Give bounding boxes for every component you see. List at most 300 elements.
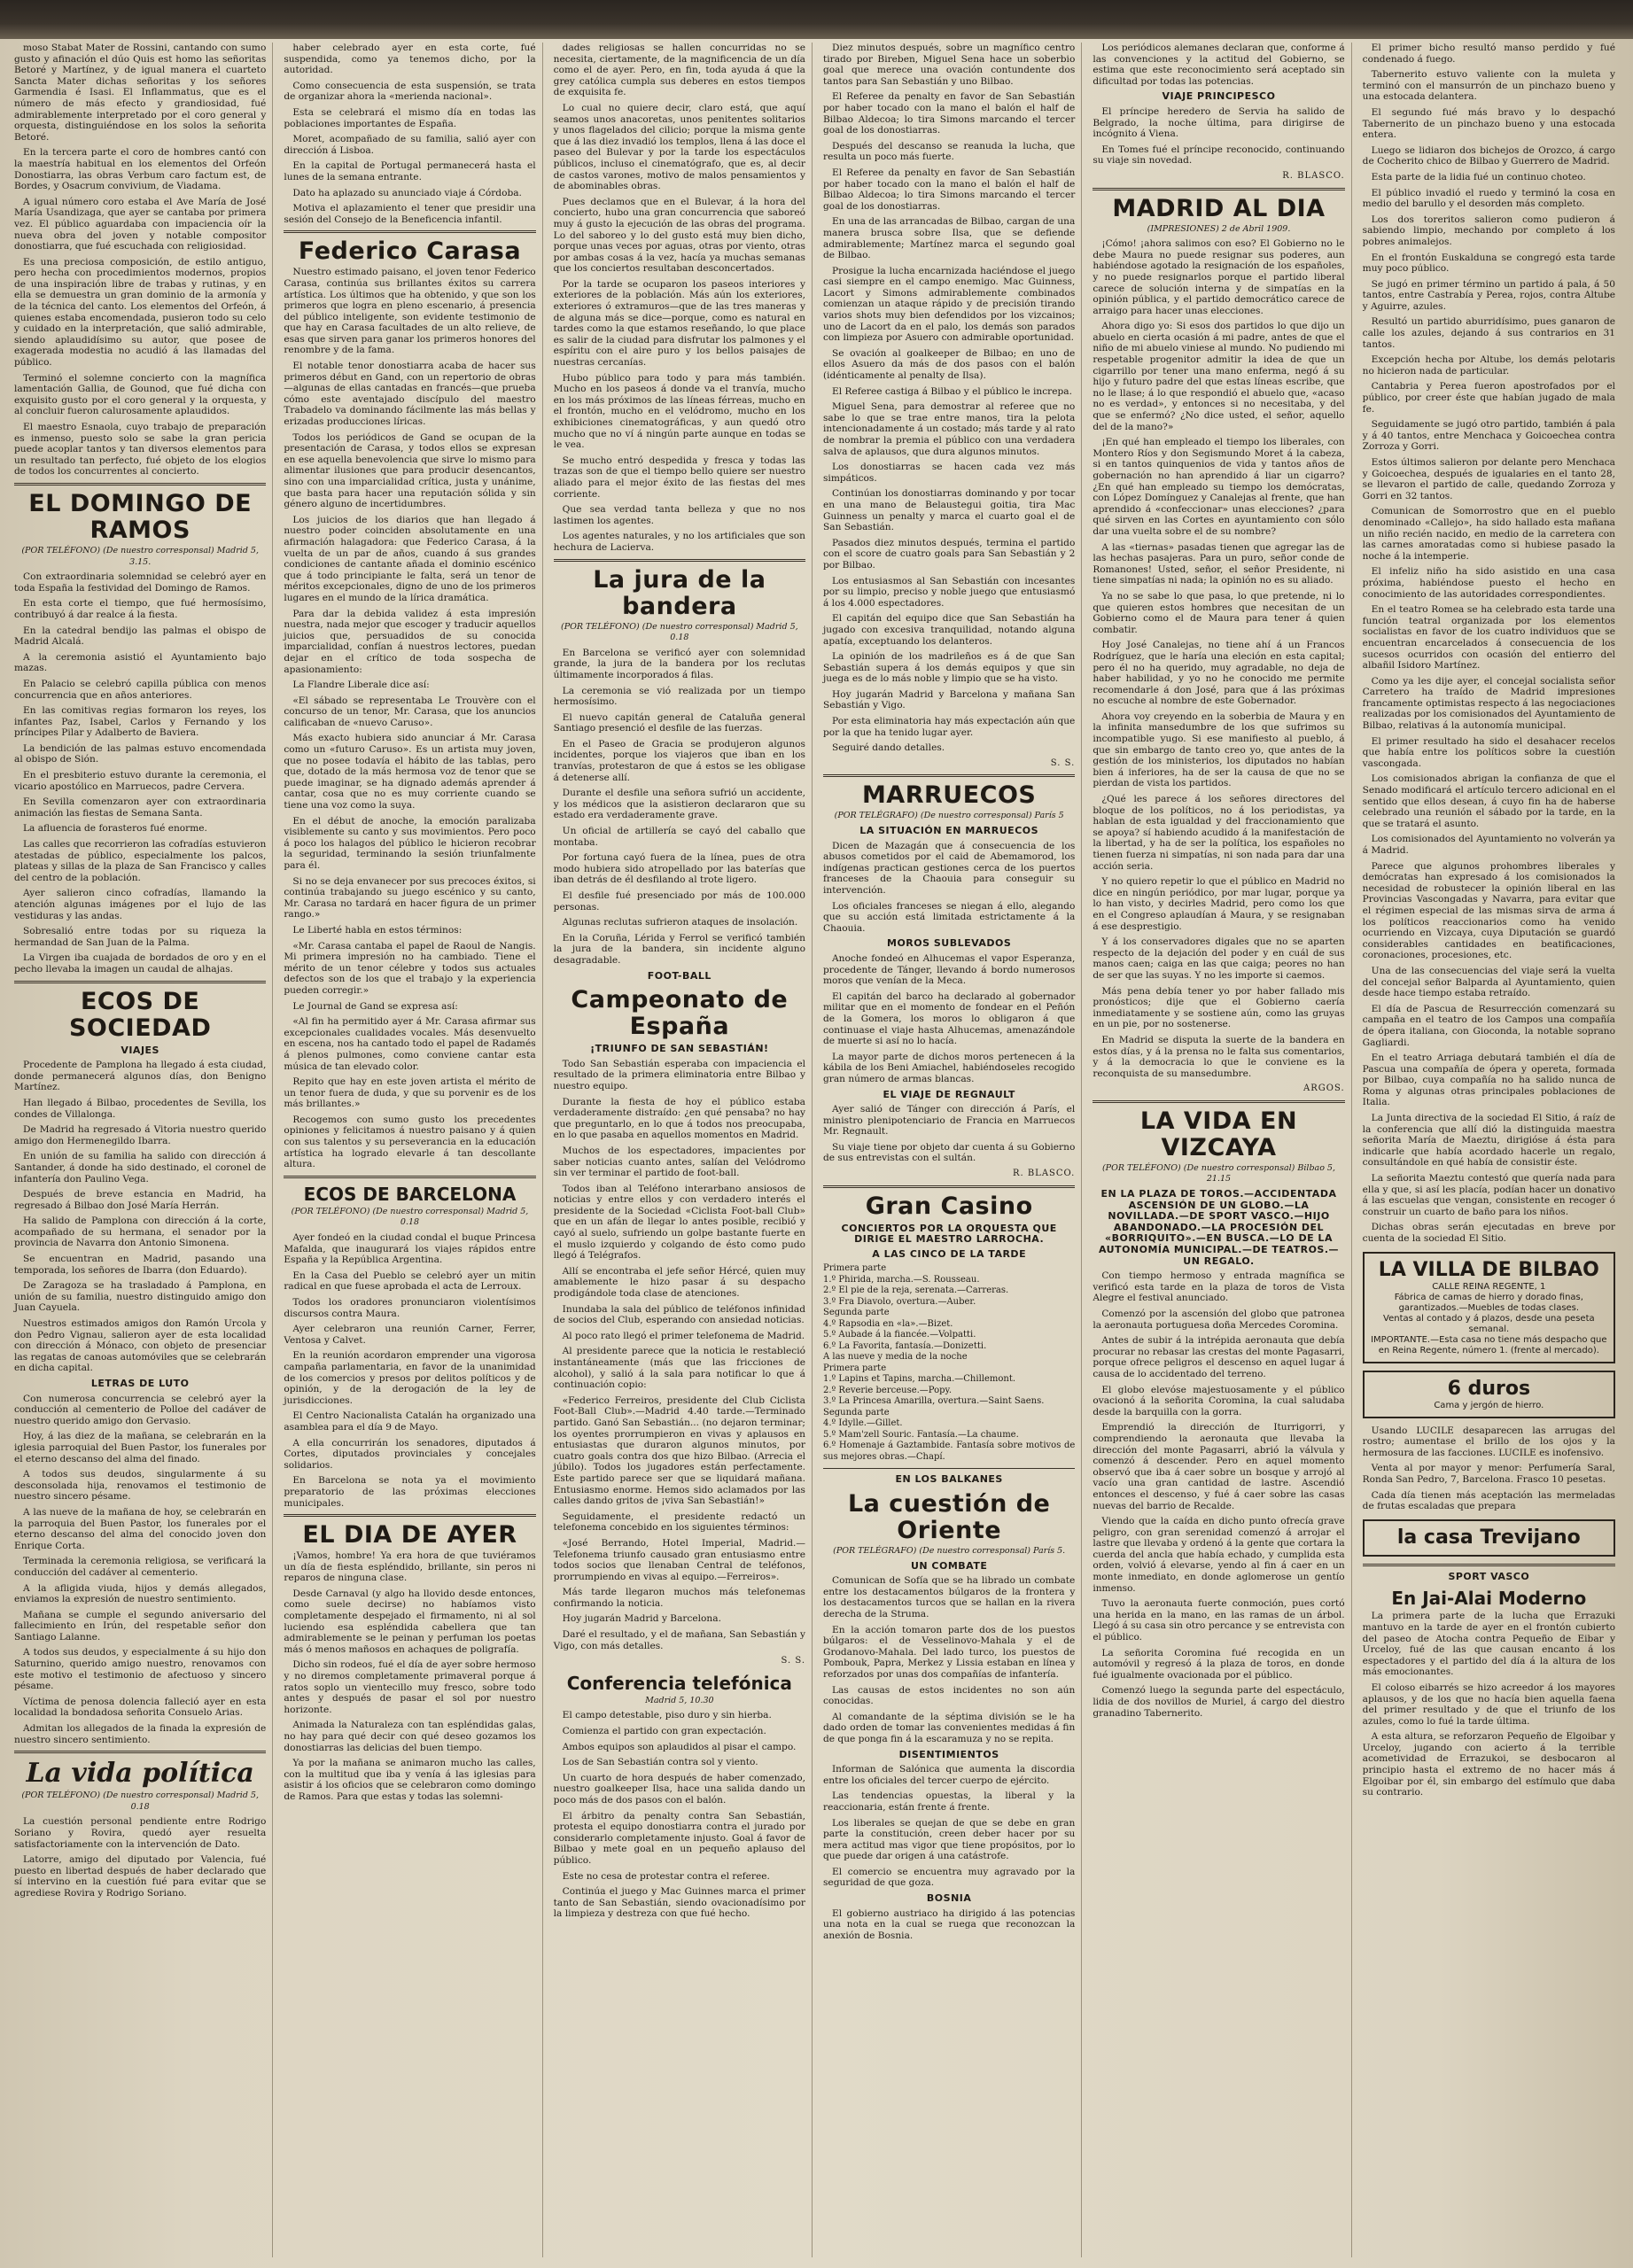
article-paragraph: Una de las consecuencias del viaje será la vuelta del concejal señor Balparda al Ayuntamiento, quien desde hace tiempo estaba retraído.: [1362, 965, 1615, 999]
article-paragraph: Ahora digo yo: Si esos dos partidos lo que dijo un abuelo en cierta ocasión á mi padre, antes de que el niño de mi abuelo viniese al mundo. No pudiendo mi respetable progenitor admitir la idea de que un cigarrillo por tener una mano enferma, negó á su hijo y futuro padre del que estas líneas escribe, que no le llase; á lo que respondió el abuelo que, «acaso no es verdad», y entonces si no necesitaba, y del que se enfermó? ¿No dice usted, el señor, aquello del de la mano?»: [1093, 321, 1345, 432]
article-paragraph: A todos sus deudos, singularmente á su desconsolada hija, renovamos el testimonio de nuestro sincero pésame.: [14, 1469, 267, 1503]
article-paragraph: Todos los periódicos de Gand se ocupan de la presentación de Carasa, y todos ellos se expresan en ese aquella benevolencia que sirve lo mismo para alimentar ilusiones que para producir desencantos, sino con una imparcialidad crítica, justa y unánime, que basta para hacer una reputación sólida y sin género alguno de incertidumbres.: [284, 431, 536, 510]
article-paragraph: Motiva el aplazamiento el tener que presidir una sesión del Consejo de la Beneficencia infantil.: [284, 203, 536, 225]
article-paragraph: ¡Cómo! ¡ahora salimos con eso? El Gobierno no le debe Maura no puede resignar sus poderes, aun habiéndose agotado la resignación de los españoles, y no puede resignarlos porque el partido liberal carece de solución interna y de simpatías en la opinión pública, y el partido democrático carece de arraigo para hacer unas elecciones.: [1093, 238, 1345, 316]
article-paragraph: Con tiempo hermoso y entrada magnífica se verificó esta tarde en la plaza de toros de Vista Alegre el festival anunciado.: [1093, 1270, 1345, 1304]
article-paragraph: Cada día tienen más aceptación las mermeladas de frutas escaladas que prepara: [1362, 1489, 1615, 1512]
sub-heading: LA SITUACIÓN EN MARRUECOS: [859, 825, 1039, 837]
article-paragraph: El globo elevóse majestuosamente y el público ovacionó á la señorita Coromina, la cual saludaba desde la barquilla con la gorra.: [1093, 1384, 1345, 1418]
section-headline: MARRUECOS: [861, 781, 1037, 810]
article-paragraph: Comenzó luego la segunda parte del espectáculo, lidia de dos novillos de Muriel, á cargo del diestro granadino Tabernerito.: [1093, 1685, 1345, 1719]
article-paragraph: Anoche fondeó en Alhucemas el vapor Esperanza, procedente de Tánger, llevando á bordo numerosos moros que venían de la Meca.: [823, 952, 1076, 987]
article-paragraph: Ha salido de Pamplona con dirección á la corte, acompañado de su hermana, el senador por la provincia de Navarra don Antonio Simonena.: [14, 1216, 267, 1249]
article-paragraph: A todos sus deudos, y especialmente á su hijo don Saturnino, querido amigo nuestro, renovamos con este motivo el testimonio de afectuoso y sincero pésame.: [14, 1647, 267, 1692]
article-paragraph: A ella concurrirán los senadores, diputados á Cortes, diputados provinciales y concejales solidarios.: [284, 1437, 536, 1471]
article-paragraph: Los de San Sebastián contra sol y viento.: [562, 1757, 758, 1768]
article-paragraph: Hoy José Canalejas, no tiene ahí á un Francos Rodríguez, que le haría una eleción en esta capital; pero él no ha querido, muy agradable, no deja de haber habilidad, y yo no he conocido me permite recomendarle á don José, para que á las próximas no escuche al nombre de este Gobernador.: [1093, 640, 1345, 707]
article-paragraph: En la capital de Portugal permanecerá hasta el lunes de la semana entrante.: [284, 160, 536, 183]
article-paragraph: En Barcelona se nota ya el movimiento preparatorio de las próximas elecciones municipales.: [284, 1475, 536, 1509]
advertisement-line: Fábrica de camas de hierro y dorado finas, garantizados.—Muebles de todas clases.: [1394, 1292, 1583, 1313]
article-paragraph: La mayor parte de dichos moros pertenecen á la kábila de los Beni Amiachel, habiéndoseles recogido gran número de armas blancas.: [823, 1051, 1076, 1084]
dateline: (POR TELÉFONO) (De nuestro corresponsal) Madrid 5, 0.18: [561, 621, 798, 643]
article-paragraph: Las causas de estos incidentes no son aún conocidas.: [823, 1684, 1076, 1707]
advertisement-line: IMPORTANTE.—Esta casa no tiene más despacho que en Reina Regente, número 1. (frente al mercado).: [1371, 1334, 1607, 1355]
column-grid: [11, 43, 1621, 2257]
article-paragraph: Los oficiales franceses se niegan á ello, alegando que su acción está limitada estrictamente á la Chaouia.: [823, 900, 1076, 934]
sub-heading: VIAJE PRINCIPESCO: [1162, 90, 1276, 103]
article-paragraph: El Centro Nacionalista Catalán ha organizado una asamblea para el día 9 de Mayo.: [284, 1410, 536, 1433]
author-signature: R. BLASCO.: [1012, 1169, 1076, 1179]
section-headline: LA VIDA EN VIZCAYA: [1139, 1107, 1298, 1161]
program-line: Primera parte: [823, 1363, 887, 1373]
article-paragraph: Los agentes naturales, y no los artificiales que son hechura de Lacierva.: [553, 531, 805, 553]
author-signature: R. BLASCO.: [1282, 170, 1345, 181]
program-line: 6.º La Favorita, fantasía.—Donizetti.: [823, 1340, 987, 1351]
dateline: (POR TELÉFONO) (De nuestro corresponsal) Bilbao 5, 21.15: [1101, 1162, 1335, 1184]
article-paragraph: Ayer fondeó en la ciudad condal el buque Princesa Mafalda, que inaugurará los viajes rápidos entre España y la República Argentina.: [284, 1232, 536, 1266]
article-paragraph: Por la tarde se ocuparon los paseos interiores y exteriores de la población. Más aún los exteriores, exteriores ó extramuros—que de las tres maneras y de alguna más se dice—porque, como es natural en tardes como la que estamos reseñando, lo que place es salir de la ciudad para disfrutar los palmones y el espíritu con el aire puro y los bellos paisajes de nuestras cercanías.: [553, 278, 805, 369]
article-paragraph: A esta altura, se reforzaron Pequeño de Elgoibar y Urceloy, jugando con acierto á la terrible acometividad de Errazukoi, se desbocaron al principio hasta el extremo de no hacer más á Elgoibar por él, sin embargo del estímulo que daba su contrario.: [1362, 1731, 1615, 1798]
article-paragraph: Todos iban al Teléfono interarbano ansiosos de noticias y entre ellos y con verdadero interés el presidente de la Sociedad «Ciclista Foot-ball Club» que en un afán de llegar lo antes posible, recibió y cayó al suelo, sufriendo un golpe bastante fuerte en el muslo izquierdo y colgando de ésto como pudo llegó á Telégrafos.: [553, 1183, 805, 1262]
article-paragraph: En esta corte el tiempo, que fué hermosísimo, contribuyó á dar realce á la fiesta.: [14, 598, 267, 620]
article-paragraph: Usando LUCILE desaparecen las arrugas del rostro; aumentase el brillo de los ojos y la hermosura de las facciones. LUCILE es inofensivo.: [1362, 1425, 1615, 1458]
article-paragraph: En el frontón Euskalduna se congregó esta tarde muy poco público.: [1362, 252, 1615, 275]
sub-heading: UN COMBATE: [910, 1559, 988, 1572]
sub-heading: A LAS CINCO DE LA TARDE: [872, 1247, 1027, 1260]
article-paragraph: La Junta directiva de la sociedad El Sitio, á raíz de la conferencia que allí dió la distinguida maestra señorita María de Maeztu, dirigióse á ésta para indicarle que había acordado hacerle un regalo, consultándole en qué había de consistir éste.: [1362, 1113, 1615, 1169]
article-paragraph: Los comisionados abrigan la confianza de que el Senado modificará el artículo tercero adicional en el sentido que ellos desean, á cuyo fin ha de haberse celebrado una reunión el sábado por la tarde, en la que se tratará el asunto.: [1362, 773, 1615, 829]
divider-rule: [14, 483, 266, 485]
article-paragraph: dades religiosas se hallen concurridas no se necesita, ciertamente, de la magnificencia de un día como el de ayer. Pero, en fin, toda ayuda á que la grey católica cumpla sus deberes en estos tiempos de exquisita fe.: [553, 43, 805, 98]
article-paragraph: En el teatro Romea se ha celebrado esta tarde una función teatral organizada por los elementos socialistas en favor de los cuatro individuos que se encuentran encarcelados á consecuencia de los sucesos ocurridos con ocasión del entierro del albañil Isidoro Martínez.: [1362, 604, 1615, 672]
divider-rule: [1093, 188, 1344, 190]
article-paragraph: En Madrid se disputa la suerte de la bandera en estos días, y á la prensa no le falta sus comentarios, y á la democracia lo que le conviene es la reconquista de su mansedumbre.: [1093, 1034, 1345, 1079]
sub-heading: EN LOS BALKANES: [895, 1473, 1003, 1486]
section-headline: EL DOMINGO DE RAMOS: [28, 489, 253, 544]
sub-heading: ¡TRIUNFO DE SAN SEBASTIÁN!: [590, 1043, 769, 1055]
program-line: Primera parte: [823, 1263, 887, 1274]
dateline: (POR TELÉFONO) (De nuestro corresponsal) Madrid 5, 0.18: [291, 1206, 529, 1228]
article-paragraph: ¿Qué les parece á los señores directores del bloque de los políticos, no á los periodistas, ya hablan de esta igualdad y del fraccionamiento que se apoya? sí habiendo acudido á la manifestación de la libertad, y ha de ser la política, los españoles no tienen fuerza ni simpatías, ni son nada para dar una acción seria.: [1093, 794, 1345, 872]
advertisement-title: la casa Trevijano: [1396, 1526, 1581, 1549]
article-paragraph: Si no se deja envanecer por sus precoces éxitos, si continúa trabajando su juego escénico y su canto, Mr. Carasa no tardará en hacer figura de un primer rango.»: [284, 875, 536, 920]
article-paragraph: Los entusiasmos al San Sebastián con incesantes por su limpio, preciso y noble juego que entusiasmó á los 4.000 espectadores.: [823, 575, 1076, 609]
dateline: (POR TELÉGRAFO) (De nuestro corresponsal) París 5.: [833, 1546, 1066, 1557]
article-paragraph: Esta se celebrará el mismo día en todas las poblaciones importantes de España.: [284, 106, 536, 129]
article-paragraph: Un cuarto de hora después de haber comenzado, nuestro goalkeeper Ilsa, hace una salida dando un poco más de dos pasos con el balón.: [553, 1772, 805, 1806]
article-paragraph: Más exacto hubiera sido anunciar á Mr. Carasa como un «futuro Caruso». Es un artista muy joven, que no posee todavía el hábito de las tablas, pero que, dotado de la más hermosa voz de tenor que se puede imaginar, se ha dignado además aprender á cantar, cosa que no es muy corriente cuando se tiene una voz como la suya.: [284, 733, 536, 812]
article-paragraph: En las comitivas regias formaron los reyes, los infantes Paz, Isabel, Carlos y Fernando y los príncipes Pilar y Adalberto de Baviera.: [14, 705, 267, 739]
article-paragraph: En la Coruña, Lérida y Ferrol se verificó también la jura de la bandera, sin incidente alguno desagradable.: [553, 932, 805, 966]
article-paragraph: En la reunión acordaron emprender una vigorosa campaña parlamentaria, en favor de la unanimidad de los comercios y presos por delitos políticos y de opinión, y de la derogación de la ley de jurisdicciones.: [284, 1350, 536, 1406]
advertisement-title: LA VILLA DE BILBAO: [1378, 1258, 1599, 1281]
program-line: 4.º Rapsodia en «la».—Bizet.: [823, 1318, 953, 1329]
section-headline: ECOS DE SOCIEDAD: [68, 987, 212, 1042]
article-paragraph: El gobierno austriaco ha dirigido á las potencias una nota en la cual se ruega que reconozcan la anexión de Bosnia.: [823, 1907, 1076, 1941]
article-paragraph: En una de las arrancadas de Bilbao, cargan de una manera brusca sobre Ilsa, que se defiende admirablemente; Martínez marca el segundo goal de Bilbao.: [823, 216, 1076, 261]
article-paragraph: El desfile fué presenciado por más de 100.000 personas.: [553, 890, 805, 913]
article-paragraph: Comienza el partido con gran expectación.: [562, 1726, 766, 1737]
article-paragraph: En Palacio se celebró capilla pública con menos concurrencia que en años anteriores.: [14, 678, 267, 701]
article-paragraph: Como ya les dije ayer, el concejal socialista señor Carretero ha traído de Madrid impresiones francamente optimistas respecto á las negociaciones realizadas por los comisionados del Ayuntamiento de Bilbao, relativas á la autonomía municipal.: [1362, 675, 1615, 732]
article-paragraph: Algunas reclutas sufrieron ataques de insolación.: [562, 917, 798, 928]
divider-rule: [823, 1185, 1075, 1188]
article-paragraph: Al comandante de la séptima división se le ha dado orden de tomar las convenientes medidas á fin de que ponga fin á la escaramuza y no se repita.: [823, 1711, 1076, 1744]
program-line: 2.º Reverie berceuse.—Popy.: [823, 1385, 953, 1395]
sub-heading: EL VIAJE DE REGNAULT: [883, 1088, 1015, 1100]
article-paragraph: Y á los conservadores digales que no se aparten respecto de la dejación del poder y en cuál de sus manos caen; caiga en las que caiga; peores no han de ser que las suyas. Y no les importe si caemos.: [1093, 936, 1345, 981]
article-paragraph: Hoy jugarán Madrid y Barcelona.: [562, 1613, 721, 1625]
advertisement-line: Cama y jergón de hierro.: [1434, 1400, 1544, 1410]
article-paragraph: Repito que hay en este joven artista el mérito de un tenor fuera de duda, y que su porvenir es de los más brillantes.»: [284, 1076, 536, 1110]
article-paragraph: El primer resultado ha sido el desahacer recelos que había entre los políticos sobre la cuestión vascongada.: [1362, 735, 1615, 769]
article-paragraph: El príncipe heredero de Servia ha salido de Belgrado, la noche última, para dirigirse de incógnito á Viena.: [1093, 105, 1345, 140]
article-paragraph: El infeliz niño ha sido asistido en una casa próxima, habiéndose puesto el hecho en conocimiento de las autoridades correspondientes.: [1362, 566, 1615, 600]
article-paragraph: En la catedral bendijo las palmas el obispo de Madrid Alcalá.: [14, 625, 267, 648]
article-paragraph: Estos últimos salieron por delante pero Menchaca y Goicoechea, después de igualaries en el tanto 28, se llevaron el partido de calle, quedando Zorroza y Gorri en 32 tantos.: [1362, 457, 1615, 501]
article-paragraph: En Sevilla comenzaron ayer con extraordinaria animación las fiestas de Semana Santa.: [14, 796, 267, 819]
article-paragraph: Latorre, amigo del diputado por Valencia, fué puesto en libertad después de haber declarado que sí intervino en la cuestión fué para evitar que se agrediese Rovira y Rodrigo Soriano.: [14, 1854, 267, 1899]
article-paragraph: Víctima de penosa dolencia falleció ayer en esta localidad la bondadosa señorita Consuelo Arias.: [14, 1696, 267, 1719]
section-headline: Federico Carasa: [298, 237, 522, 266]
sub-heading: LETRAS DE LUTO: [90, 1378, 190, 1389]
article-paragraph: En unión de su familia ha salido con dirección á Santander, á donde ha sido destinado, el coronel de infantería don Paulino Vega.: [14, 1151, 267, 1184]
program-line: 4.º Idylle.—Gillet.: [823, 1418, 903, 1429]
article-paragraph: A igual número coro estaba el Ave María de José María Usandizaga, que ayer se cantaba por primera vez. El público aguardaba con impaciencia oír la nueva obra del joven y notable compositor donostiarra, que fué escuchada con religiosidad.: [14, 196, 267, 252]
divider-rule: [284, 1176, 535, 1178]
column-4: [820, 43, 1082, 2257]
article-paragraph: A las nueve de la mañana de hoy, se celebrarán en la parroquia del Buen Pastor, los funerales por el eterno descanso del alma del conocido joven don Enrique Corta.: [14, 1506, 267, 1551]
article-paragraph: De Zaragoza se ha trasladado á Pamplona, en unión de su familia, nuestro distinguido amigo don Juan Cayuela.: [14, 1280, 267, 1314]
advertisement-line: Ventas al contado y á plazos, desde una peseta semanal.: [1383, 1313, 1595, 1334]
article-paragraph: Nuestros estimados amigos don Ramón Urcola y don Pedro Vignau, salieron ayer de esta localidad con dirección á Mónaco, con objeto de presenciar las regatas de canoas automóviles que se celebrarán en dicha capital.: [14, 1318, 267, 1374]
section-headline: Campeonato de España: [571, 986, 789, 1041]
article-paragraph: Ambos equipos son aplaudidos al pisar el campo.: [562, 1741, 797, 1752]
article-paragraph: Continúan los donostiarras dominando y por tocar en una mano de Belaustegui goitia, tira Mac Guinness un penalty y marca el cuarto goal el de San Sebastián.: [823, 488, 1076, 533]
article-paragraph: La Flandre Liberale dice así:: [292, 680, 430, 691]
article-paragraph: Resultó un partido aburridísimo, pues ganaron de calle los azules, dejando á sus contrarios en 31 tantos.: [1362, 316, 1615, 350]
article-paragraph: Pasados diez minutos después, termina el partido con el score de cuatro goals para San Sebastián y 2 por Bilbao.: [823, 537, 1076, 571]
article-paragraph: Diez minutos después, sobre un magnífico centro tirado por Bireben, Miguel Sena hace un soberbio goal que merece una ovación contundente dos tantos para San Sebastián y uno Bilbao.: [823, 43, 1076, 87]
article-paragraph: Allí se encontraba el jefe señor Hércé, quien muy amablemente le hizo pasar á su despacho prodigándole toda clase de atenciones.: [553, 1265, 805, 1300]
article-paragraph: Nuestro estimado paisano, el joven tenor Federico Carasa, continúa sus brillantes éxitos su carrera artística. Los últimos que ha obtenido, y que son los primeros que logra en pleno escenario, á presencia del público inteligente, son evidente testimonio de que hay en Carasa facultades de un alto relieve, de esas que sirven para ganar los primeros honores del renombre y de la fama.: [284, 267, 536, 356]
article-paragraph: Este no cesa de protestar contra el referee.: [562, 1870, 770, 1882]
article-paragraph: Le Liberté habla en estos términos:: [292, 924, 463, 936]
article-paragraph: Dicho sin rodeos, fué el día de ayer sobre hermoso y no diremos completamente primaveral porque á ratos soplo un vientecillo muy fresco, sobre todo antes y después de pasar el sol por nuestro horizonte.: [284, 1659, 536, 1715]
article-paragraph: Se ovación al goalkeeper de Bilbao; en uno de ellos Asuero da más de dos pasos con el balón (idénticamente al penalty de Ilsa).: [823, 347, 1076, 382]
article-paragraph: ¡Vamos, hombre! Ya era hora de que tuviéramos un día de fiesta espléndido, brillante, sin peros ni reparos de ninguna clase.: [284, 1550, 536, 1584]
article-paragraph: Ayer salieron cinco cofradías, llamando la atención algunas imágenes por el lujo de las vestiduras y las andas.: [14, 888, 267, 921]
program-line: 5.º Aubade á la fiancée.—Volpatti.: [823, 1330, 976, 1340]
article-paragraph: Comunican de Sofía que se ha librado un combate entre los destacamentos búlgaros de la frontera y los destacamentos turcos que se hallan en la rivera derecha de la Struma.: [823, 1575, 1076, 1619]
article-paragraph: A la afligida viuda, hijos y demás allegados, enviamos la expresión de nuestro sentimiento.: [14, 1582, 267, 1605]
article-paragraph: Procedente de Pamplona ha llegado á esta ciudad, donde permanecerá algunos días, don Benigno Martínez.: [14, 1060, 267, 1093]
article-paragraph: El capitán del barco ha declarado al gobernador militar que en el momento de fondear en el Peñón de la Gomera, los moros lo obligaron á que continuase el viaje hasta Alhucemas, amenazándole de muerte si así no lo hacía.: [823, 990, 1076, 1047]
advertisement-box: [1363, 1371, 1615, 1418]
column-1: [11, 43, 273, 2257]
sub-heading: SPORT VASCO: [1448, 1570, 1530, 1582]
article-paragraph: Seguidamente, el presidente redactó un telefonema concebido en los siguientes términos:: [553, 1511, 805, 1534]
article-paragraph: Continúa el juego y Mac Guinnes marca el primer tanto de San Sebastián, siendo ovacionadísimo por la limpieza y destreza con que fué hecho.: [553, 1886, 805, 1920]
divider-rule: [823, 774, 1075, 777]
article-paragraph: Por fortuna cayó fuera de la línea, pues de otra modo hubiera sido atropellado por las baterías que iban detrás de él desfilando al trote ligero.: [553, 852, 805, 886]
article-paragraph: Dato ha aplazado su anunciado viaje á Córdoba.: [292, 187, 522, 198]
article-paragraph: Moret, acompañado de su familia, salió ayer con dirección á Lisboa.: [284, 134, 536, 156]
divider-rule: [1363, 1564, 1615, 1566]
advertisement-line: CALLE REINA REGENTE, 1: [1432, 1281, 1546, 1292]
article-paragraph: Más pena debía tener yo por haber fallado mis pronósticos; dije que el Gobierno caería inmediatamente y se sostiene aún, como las gruyas en un pie, por no sostenerse.: [1093, 985, 1345, 1030]
dateline: (POR TELÉFONO) (De nuestro corresponsal) Madrid 5, 0.18: [21, 1790, 259, 1812]
article-paragraph: «Al fin ha permitido ayer á Mr. Carasa afirmar sus excepcionales cualidades vocales. Más desenvuelto en escena, nos ha cantado todo el papel de Radamés á plenos pulmones, como conviene cantar esta música de tan elevado color.: [284, 1016, 536, 1072]
article-paragraph: haber celebrado ayer en esta corte, fué suspendida, como ya tenemos dicho, por la autoridad.: [284, 43, 536, 76]
column-5: [1089, 43, 1351, 2257]
article-paragraph: Excepción hecha por Altube, los demás pelotaris no hicieron nada de particular.: [1362, 354, 1615, 377]
article-paragraph: El notable tenor donostiarra acaba de hacer sus primeros début en Gand, con un repertorio de obras—algunas de ellas cantadas en francés—que prueba cómo este aventajado discípulo del maestro Trabadelo va dominando fácilmente las más bellas y erizadas producciones líricas.: [284, 361, 536, 428]
program-line: 3.º La Princesa Amarilla, overtura.—Saint Saens.: [823, 1396, 1045, 1407]
article-paragraph: Hoy jugarán Madrid y Barcelona y mañana San Sebastián y Vigo.: [823, 688, 1076, 711]
article-paragraph: En el début de anoche, la emoción paralizaba visiblemente su canto y sus movimientos. Pero poco á poco los halagos del público le hicieron recobrar la seguridad, terminando la sesión triunfalmente para él.: [284, 815, 536, 871]
article-paragraph: Los donostiarras se hacen cada vez más simpáticos.: [823, 462, 1076, 484]
section-headline: La jura de la bandera: [593, 565, 766, 620]
article-paragraph: Tabernerito estuvo valiente con la muleta y terminó con el mansurrón de un pinchazo bueno y una estocada delantera.: [1362, 69, 1615, 103]
article-paragraph: moso Stabat Mater de Rossini, cantando con sumo gusto y afinación el dúo Quis est homo las señoritas Betoré y Martínez, y de igual manera el cuarteto Sancta Mater dichas señoritas y los señores Garmendia é Isasi. El Inflammatus, que es el número de más efecto y grandiosidad, fué admirablemente interpretado por el coro general y orquesta, distinguiéndose en los solos la señorita Betoré.: [14, 43, 267, 143]
article-paragraph: La primera parte de la lucha que Errazuki mantuvo en la tarde de ayer en el frontón cubierto del paseo de Atocha contra Pequeño de Eibar y Urceloy, fué de las que causan encanto á los espectadores y el partido del día á la altura de los más emocionantes.: [1362, 1611, 1615, 1678]
top-margin-band: [0, 0, 1633, 39]
program-line: 1.º Lapins et Tapins, marcha.—Chillemont.: [823, 1374, 1016, 1385]
article-paragraph: En el teatro Arriaga debutará también el día de Pascua una compañía de ópera y opereta, formada por Bilbao, cuya compañía no ha salido nunca de Roma y algunas otras principales poblaciones de Italia.: [1362, 1052, 1615, 1108]
article-paragraph: Al presidente parece que la noticia le restableció instantáneamente (más que las fricciones de alcohol), y salió á la sala para notificar lo que á continuación copio:: [553, 1346, 805, 1391]
section-headline: La vida política: [26, 1758, 254, 1790]
article-paragraph: Es una preciosa composición, de estilo antiguo, pero hecha con procedimientos modernos, propios de una inspiración libre de trabas y rutinas, y en ella se demuestra un gran dominio de la armonía y de la técnica del canto. Los elementos del Orfeón, á quienes estaba encomendada, pusieron todo su celo y cuidado en la interpretación, que salió admirable, siendo aplaudidísimo su autor, que posee de exagerada modestia no acudió á las llamadas del público.: [14, 256, 267, 369]
sub-heading: MOROS SUBLEVADOS: [887, 937, 1012, 950]
article-paragraph: Ya por la mañana se animaron mucho las calles, con la multitud que iba y venía á las iglesias para asistir á los oficios que se celebraron como domingo de Ramos. Para que estas y todas las solemni-: [284, 1758, 536, 1802]
article-paragraph: Sobresalió entre todas por su riqueza la hermandad de San Juan de la Palma.: [14, 926, 267, 948]
article-paragraph: Pues declamos que en el Bulevar, á la hora del concierto, hubo una gran concurrencia que saboreó muy á gusto la ejecución de las obras del programa. Lo del saboreo y lo del gusto está muy bien dicho, porque unas veces por aguas, otras por viento, otras por ambas cosas á la vez, hacía ya muchas semanas que los conciertos resultaban desconcertados.: [553, 196, 805, 275]
article-paragraph: Tuvo la aeronauta fuerte conmoción, pues cortó una herida en la mano, en las ramas de un árbol. Llegó á su casa sin otro percance y se entrevista con el público.: [1093, 1598, 1345, 1643]
divider-rule: [14, 981, 266, 983]
divider-rule: [284, 230, 535, 233]
advertisement-box: [1363, 1252, 1615, 1363]
article-paragraph: Para dar la debida validez á esta impresión nuestra, nada mejor que escoger y traducir aquellos juicios que, persuadidos de su conocida imparcialidad, confían á nuestros lectores, puedan dejar en el crítico de toda sospecha de apasionamiento:: [284, 608, 536, 675]
article-paragraph: El primer bicho resultó manso perdido y fué condenado á fuego.: [1362, 43, 1615, 65]
article-paragraph: El día de Pascua de Resurrección comenzará su campaña en el teatro de los Campos una compañía de ópera italiana, con Gioconda, la notable soprano Gagliardi.: [1362, 1003, 1615, 1048]
article-paragraph: Que sea verdad tanta belleza y que no nos lastimen los agentes.: [553, 504, 805, 526]
article-paragraph: El Referee castiga á Bilbao y el público le increpa.: [832, 385, 1072, 397]
column-6: [1359, 43, 1621, 2257]
article-paragraph: En la acción tomaron parte dos de los puestos búlgaros: el de Vesselinovo-Mahala y el de Grodanovo-Mahala. Del lado turco, los puestos de Pombouk, Papra, Merkez y Lissia estaban en línea y reforzados por unas dos compañías de infantería.: [823, 1624, 1076, 1680]
article-paragraph: La señorita Maeztu contestó que quería nada para ella y que, si así les placía, podían hacer un donativo á las escuelas que vengan, consistente en recoger ó construir un cuarto de baño para los niños.: [1362, 1173, 1615, 1217]
article-paragraph: Durante el desfile una señora sufrió un accidente, y los médicos que la asistieron declararon que su estado era verdaderamente grave.: [553, 788, 805, 821]
dateline: Madrid 5, 10.30: [645, 1695, 714, 1705]
article-paragraph: Los liberales se quejan de que se debe en gran parte la constitución, creen deber hacer por su mera actitud mas vigor que tiene propósitos, por lo que puede dar origen á una catástrofe.: [823, 1817, 1076, 1862]
sub-heading: VIAJES: [121, 1044, 159, 1056]
article-paragraph: En Barcelona se verificó ayer con solemnidad grande, la jura de la bandera por los reclutas últimamente incorporados á filas.: [553, 647, 805, 680]
article-paragraph: La cuestión personal pendiente entre Rodrigo Soriano y Rovira, quedó ayer resuelta satisfactoriamente con la intervención de Dato.: [14, 1816, 267, 1850]
article-paragraph: Los comisionados del Ayuntamiento no volverán ya á Madrid.: [1362, 834, 1615, 856]
divider-rule: [554, 559, 805, 562]
article-paragraph: Las calles que recorrieron las cofradías estuvieron atestadas de público, especialmente los palcos, plateas y sillas de la plaza de San Francisco y calles del centro de la población.: [14, 839, 267, 883]
article-paragraph: Recogemos con sumo gusto los precedentes opiniones y felicitamos á nuestro paisano y á quien con sus talentos y su perseverancia en la educación artística ha logrado elevarle á tan descollante altura.: [284, 1114, 536, 1170]
article-paragraph: Venta al por mayor y menor: Perfumería Saral, Ronda San Pedro, 7, Barcelona. Frasco 10 pesetas.: [1362, 1463, 1615, 1485]
article-paragraph: Animada la Naturaleza con tan espléndidas galas, no hay para qué decir con qué deseo gozamos los donostiarras las delicias del buen tiempo.: [284, 1720, 536, 1753]
article-paragraph: Lo cual no quiere decir, claro está, que aquí seamos unos anacoretas, unos penitentes solitarios y unos flagelados del cilicio; porque la misma gente que á las diez invadió los templos, llena á las doce el paseo del Bulevar y por la tarde los espectáculos públicos, incluso el cinematógrafo, que es, al decir de castos varones, motivo de malos pensamientos y de abominables obras.: [553, 102, 805, 192]
article-paragraph: Las tendencias opuestas, la liberal y la reaccionaria, están frente á frente.: [823, 1790, 1076, 1813]
article-paragraph: Admitan los allegados de la finada la expresión de nuestro sincero sentimiento.: [14, 1723, 267, 1745]
article-paragraph: La señorita Coromina fué recogida en un automóvil y regresó á la plaza de toros, en donde fué igualmente ovacionada por el público.: [1093, 1647, 1345, 1681]
article-paragraph: Con extraordinaria solemnidad se celebró ayer en toda España la festividad del Domingo de Ramos.: [14, 571, 267, 594]
article-paragraph: Desde Carnaval (y algo ha llovido desde entonces, como suele decirse) no habíamos visto completamente despejado el firmamento, ni al sol luciendo esa espléndida cabellera que tan admirablemente se le peinan y perfuman los poetas más ó menos mañosos en achaques de poligrafía.: [284, 1588, 536, 1655]
article-paragraph: Muchos de los espectadores, impacientes por saber noticias cuanto antes, salían del Velódromo sin ver terminar el partido de foot-ball.: [553, 1145, 805, 1179]
program-line: 5.º Mam'zell Souric. Fantasía.—La chaume.: [823, 1429, 1019, 1440]
article-paragraph: La ceremonia se vió realizada por un tiempo hermosísimo.: [553, 685, 805, 708]
article-paragraph: ¡En qué han empleado el tiempo los liberales, con Montero Ríos y don Segismundo Moret á la cabeza, si en tantos quinquenios de vida y tantos años de gobernación no han aprendido á liar un cigarro? ¿En qué han empleado su tiempo los demócratas, con López Domínguez y Canalejas al frente, que han aprendido á «confeccionar» unas elecciones? ¿para qué sirven en las Cortes en ayuntamiento con sólo dar una vuelta sobre el de su nombre?: [1093, 437, 1345, 537]
section-headline: MADRID AL DIA: [1112, 194, 1326, 222]
article-paragraph: Durante la fiesta de hoy el público estaba verdaderamente distraído: ¿en qué pensaba? no hay que preguntarlo, en lo que á todos nos preocupaba, en lo que pasaba en aquellos momentos en Madrid.: [553, 1096, 805, 1141]
article-paragraph: En el Paseo de Gracia se produjeron algunos incidentes, porque los viajeros que iban en los tranvías, protestaron de que á estos se les obligase á detenerse allí.: [553, 738, 805, 783]
column-3: [550, 43, 813, 2257]
article-paragraph: Hubo público para todo y para más también. Mucho en los paseos á donde va el tranvía, mucho en los más próximos de las líneas férreas, mucho en el frontón, mucho en el velódromo, mucho en los exhibiciones cinematográficas, y aun quedó otro mucho que no ví á ningún parte aunque en todas se le vea.: [553, 372, 805, 451]
sub-heading: BOSNIA: [926, 1892, 972, 1905]
article-paragraph: Después del descanso se reanuda la lucha, que resulta un poco más fuerte.: [823, 140, 1076, 163]
article-paragraph: Su viaje tiene por objeto dar cuenta á su Gobierno de sus entrevistas con el sultán.: [823, 1141, 1076, 1164]
article-paragraph: Los periódicos alemanes declaran que, conforme á las convenciones y la actitud del Gobierno, se estima que este reconocimiento será aceptado sin dificultad por todas las potencias.: [1093, 43, 1345, 87]
article-paragraph: El Referee da penalty en favor de San Sebastián por haber tocado con la mano el balón el half de Bilbao Aldecoa; lo tira Simons marcando el tercer goal de los donostiarras.: [823, 91, 1076, 136]
dateline: (POR TELÉFONO) (De nuestro corresponsal) Madrid 5, 3.15.: [21, 545, 259, 567]
program-line: A las nueve y media de la noche: [823, 1352, 968, 1363]
sub-heading: EN LA PLAZA DE TOROS.—ACCIDENTADA ASCENSIÓN DE UN GLOBO.—LA NOVILLADA.—DE SPORT VASCO.—HIJO ABANDONADO.—LA PROCESIÓN DEL «BORRIQUITO».—EN BUSCA.—LO DE LA AUTONOMÍA MUNICIPAL.—DE TEATROS.—UN REGALO.: [1098, 1188, 1340, 1267]
article-paragraph: La bendición de las palmas estuvo encomendada al obispo de Sión.: [14, 742, 267, 765]
advertisement-box: [1363, 1519, 1615, 1557]
article-paragraph: Al poco rato llegó el primer telefonema de Madrid.: [562, 1330, 805, 1341]
divider-rule: [284, 1514, 535, 1517]
article-paragraph: Se mucho entró despedida y fresca y todas las trazas son de que el tiempo bello quiere ser nuestro aliado para el mejor éxito de las fiestas del mes corriente.: [553, 454, 805, 500]
article-paragraph: Dicen de Mazagán que á consecuencia de los abusos cometidos por el caid de Abemamorod, los indígenas practican gestiones cerca de los puertos franceses de la Chaouia para conseguir su intervención.: [823, 840, 1076, 896]
article-paragraph: «José Berrando, Hotel Imperial, Madrid.—Telefonema triunfo causado gran entusiasmo entre todos socios que llenaban Central de teléfonos, prorrumpiendo en vivas al equipo.—Ferreiros».: [553, 1537, 805, 1582]
article-paragraph: Luego se lidiaron dos bichejos de Orozco, á cargo de Cocherito chico de Bilbao y Guerrero de Madrid.: [1362, 144, 1615, 167]
article-paragraph: El segundo fué más bravo y lo despachó Tabernerito de un pinchazo bueno y una estocada entera.: [1362, 106, 1615, 141]
advertisement-title: 6 duros: [1447, 1377, 1531, 1400]
article-paragraph: Ayer salió de Tánger con dirección á París, el ministro plenipotenciario de Francia en Marruecos Mr. Regnault.: [823, 1104, 1076, 1138]
sub-heading: FOOT-BALL: [647, 969, 712, 982]
article-paragraph: «El sábado se representaba Le Trouvère con el concurso de un tenor, Mr. Carasa, que los anuncios calificaban de «nuevo Caruso».: [284, 695, 536, 728]
program-line: Segunda parte: [823, 1308, 890, 1318]
section-headline: Conferencia telefónica: [566, 1672, 792, 1694]
article-paragraph: El coloso eibarrés se hizo acreedor á los mayores aplausos, y de los que no hacía bien aquella faena del primer resultado y de que el triunfo de los azules, como lo fué la tarde última.: [1362, 1682, 1615, 1727]
article-paragraph: «Mr. Carasa cantaba el papel de Raoul de Nangis. Mi primera impresión no ha cambiado. Tiene el mérito de un tenor célebre y todos sus actuales defectos son de los que el trabajo y la experiencia pueden corregir.»: [284, 940, 536, 996]
section-headline: Gran Casino: [865, 1192, 1033, 1220]
article-paragraph: La afluencia de forasteros fué enorme.: [23, 823, 207, 835]
article-paragraph: Seguidamente se jugó otro partido, también á pala y á 40 tantos, entre Menchaca y Goicoechea contra Zorroza y Gorri.: [1362, 419, 1615, 453]
author-signature: S. S.: [1050, 757, 1076, 768]
program-line: 3.º Fra Diavolo, overtura.—Auber.: [823, 1296, 976, 1307]
article-paragraph: El capitán del equipo dice que San Sebastián ha jugado con excesiva tranquilidad, notando alguna apatía, exceptuando los delanteros.: [823, 613, 1076, 647]
program-line: 6.º Homenaje á Gaztambide. Fantasía sobre motivos de sus mejores obras.—Chapí.: [823, 1441, 1076, 1462]
dateline: (POR TELÉGRAFO) (De nuestro corresponsal) París 5: [834, 811, 1064, 821]
article-paragraph: Seguiré dando detalles.: [832, 742, 945, 754]
section-headline: En Jai-Alai Moderno: [1391, 1588, 1587, 1610]
article-paragraph: El Referee da penalty en favor de San Sebastián por haber tocado con la mano el balón el half de Bilbao Aldecoa; lo tira Simons marcando el tercer goal de los donostiarras.: [823, 167, 1076, 212]
article-paragraph: Dichas obras serán ejecutadas en breve por cuenta de la sociedad El Sitio.: [1362, 1222, 1615, 1244]
article-paragraph: Los dos toreritos salieron como pudieron á sabiendo limpio, mechando por completo á los pobres animalejos.: [1362, 214, 1615, 247]
sub-heading: CONCIERTOS POR LA ORQUESTA QUE DIRIGE EL MAESTRO LARROCHA.: [841, 1222, 1057, 1246]
article-paragraph: Cantabria y Perea fueron apostrofados por el público, por creer éste que habían jugado de mala fe.: [1362, 381, 1615, 415]
article-paragraph: Mañana se cumple el segundo aniversario del fallecimiento en Irún, del respetable señor don Santiago Lalanne.: [14, 1609, 267, 1643]
article-paragraph: El árbitro da penalty contra San Sebastián, protesta el equipo donostiarra contra el jurado por considerarlo completamente injusto. Goal á favor de Bilbao y mete goal en un pequeño aplauso del público.: [553, 1810, 805, 1866]
article-paragraph: Viendo que la caída en dicho punto ofrecía grave peligro, con gran serenidad comenzó á arrojar el lastre que llevaba y ordenó á la gente que cortara la cuerda del ancla que había echado, y cumplida esta orden, volvió á elevarse, yendo al fin á caer en un monte inmediato, en donde aglomerose un gentío inmenso.: [1093, 1516, 1345, 1594]
article-paragraph: Le Journal de Gand se expresa así:: [292, 1000, 458, 1012]
article-paragraph: Prosigue la lucha encarnizada haciéndose el juego casi siempre en el campo enemigo. Mac Guinness, Lacort y Simons admirablemente combinados comienzan un ataque rápido y de precisión tirando varios shots muy bien defendidos por los vizcainos; uno de Lacort da en el palo, los demás son parados con limpieza por Asuero con admirable oportunidad.: [823, 265, 1076, 344]
concert-program: [823, 1263, 1075, 1463]
article-paragraph: Daré el resultado, y el de mañana, San Sebastián y Vigo, con más detalles.: [553, 1629, 805, 1651]
divider-rule: [14, 1751, 266, 1753]
article-paragraph: «Federico Ferreiros, presidente del Club Ciclista Foot-Ball Club».—Madrid 4.40 tarde.—Terminado partido. Ganó San Sebastián... (no dejaron terminar; los oyentes prorrumpieron en vivas y aplausos en entusiastas que duraron algunos minutos, por cuatro goals contra dos que hizo Bilbao. (Arrecia el júbilo). Todos los jugadores están perfectamente. Este partido parece ser que se liquidará mañana. Entusiasmo enorme. Hemos sido aclamados por las calles dando gritos de ¡viva San Sebastián!»: [553, 1394, 805, 1507]
article-paragraph: Todo San Sebastián esperaba con impaciencia el resultado de la primera eliminatoria entre Bilbao y nuestro equipo.: [553, 1058, 805, 1091]
article-paragraph: El campo detestable, piso duro y sin hierba.: [562, 1710, 772, 1721]
article-paragraph: Comunican de Somorrostro que en el pueblo denominado «Callejo», ha sido hallado esta mañana un niño recién nacido, en medio de la carretera con las carnes amoratadas como si hubiese pasado la noche á la intemperie.: [1362, 506, 1615, 562]
article-paragraph: Informan de Salónica que aumenta la discordia entre los oficiales del tercer cuerpo de ejército.: [823, 1764, 1076, 1786]
article-paragraph: Hoy, á las diez de la mañana, se celebrarán en la iglesia parroquial del Buen Pastor, los funerales por el eterno descanso del alma del finado.: [14, 1431, 267, 1464]
article-paragraph: A la ceremonia asistió el Ayuntamiento bajo mazas.: [14, 651, 267, 674]
section-headline: EL DIA DE AYER: [302, 1521, 517, 1550]
section-headline: La cuestión de Oriente: [847, 1490, 1051, 1545]
article-paragraph: Y no quiero repetir lo que el público en Madrid no dice en ningún periódico, por mar lugar, porque ya lo han visto, y decirles Madrid, pero como los que en el Congreso aplaudían á Maura, y se resignaban á ese desprestigio.: [1093, 876, 1345, 932]
program-line: 2.º El pie de la reja, serenata.—Carreras.: [823, 1285, 1009, 1296]
article-paragraph: Más tarde llegaron muchos más telefonemas confirmando la noticia.: [553, 1587, 805, 1609]
article-paragraph: El nuevo capitán general de Cataluña general Santiago presenció el desfile de las fuerzas.: [553, 711, 805, 734]
divider-rule: [823, 1468, 1075, 1469]
article-paragraph: La opinión de los madrileños es á de que San Sebastián supera á los demás equipos y que sin juega es de lo más noble y limpio que se ha visto.: [823, 651, 1076, 685]
author-signature: S. S.: [781, 1656, 805, 1666]
dateline: (IMPRESIONES) 2 de Abril 1909.: [1147, 223, 1291, 234]
article-paragraph: Ya no se sabe lo que pasa, lo que pretende, ni lo que quieren estos hombres que necesitan de un Gobierno como el de Maura para tener á quien combatir.: [1093, 590, 1345, 635]
article-paragraph: Ayer celebraron una reunión Carner, Ferrer, Ventosa y Calvet.: [284, 1324, 536, 1346]
article-paragraph: En la Casa del Pueblo se celebró ayer un mitin radical en que fuese aprobada el acta de Lerroux.: [284, 1270, 536, 1293]
article-paragraph: Terminó el solemne concierto con la magnífica lamentación Gallia, de Gounod, que fué dicha con exquisito gusto por el coro general y la orquesta, y al concluir fueron calurosamente aplaudidos.: [14, 372, 267, 417]
program-line: Segunda parte: [823, 1407, 890, 1418]
article-paragraph: Terminada la ceremonia religiosa, se verificará la conducción del cadáver al cementerio.: [14, 1556, 267, 1578]
article-paragraph: Se jugó en primer término un partido á pala, á 50 tantos, entre Castrabía y Perea, rojos, contra Altube y Aguirre, azules.: [1362, 278, 1615, 312]
article-paragraph: Después de breve estancia en Madrid, ha regresado á Bilbao don José María Herrán.: [14, 1189, 267, 1211]
article-paragraph: Ahora voy creyendo en la soberbia de Maura y en la infinita mansedumbre de los que sufrimos su incompatible yugo. Si ese manifiesto al pueblo, á que sin embargo de tanto creo yo, que antes de la gestión de los ministerios, los diputados no habían bien á inferiores, ha de ser la causa de que no se pierdan de vista los partidos.: [1093, 711, 1345, 789]
section-headline: ECOS DE BARCELONA: [303, 1183, 517, 1205]
sub-heading: DISENTIMIENTOS: [898, 1748, 999, 1760]
article-paragraph: Comenzó por la ascensión del globo que patronea la aeronauta portuguesa doña Mercedes Coromina.: [1093, 1309, 1345, 1331]
article-paragraph: Parece que algunos prohombres liberales y demócratas han expresado á los comisionados la necesidad de robustecer la opinión liberal en las Provincias Vascongadas y Navarra, para evitar que el régimen especial de las mismas sirva de arma á los políticos reaccionarios como ha venido ocurriendo en Vizcaya, cuya Diputación se guardó considerables cantidades en beatificaciones, coronaciones, procesiones, etc.: [1362, 860, 1615, 961]
article-paragraph: De Madrid ha regresado á Vitoria nuestro querido amigo don Hermenegildo Ibarra.: [14, 1124, 267, 1146]
program-line: 1.º Phirida, marcha.—S. Rousseau.: [823, 1274, 980, 1285]
divider-rule: [1093, 1100, 1344, 1103]
article-paragraph: Todos los oradores pronunciaron violentísimos discursos contra Maura.: [284, 1297, 536, 1319]
article-paragraph: En el presbiterio estuvo durante la ceremonia, el vicario apostólico en Marruecos, padre Cervera.: [14, 770, 267, 792]
article-paragraph: Como consecuencia de esta suspensión, se trata de organizar ahora la «merienda nacional».: [284, 80, 536, 103]
article-paragraph: Miguel Sena, para demostrar al referee que no sabe lo que se trae entre manos, tira la pelota intencionadamente á un costado; más tarde y al rato de nombrar la premia el público con una verdadera salva de aplausos, que dura algunos minutos.: [823, 401, 1076, 457]
article-paragraph: El maestro Esnaola, cuyo trabajo de preparación es inmenso, puesto solo se sabe la gran pericia puede acoplar tantos y tan diversos elementos para un resultado tan perfecto, fué objeto de los elogios de todos los concurrentes al concierto.: [14, 422, 267, 478]
article-paragraph: La Virgen iba cuajada de bordados de oro y en el pecho llevaba la imagen un caudal de alhajas.: [14, 952, 267, 975]
article-paragraph: Emprendió la dirección de Iturrigorri, y comprendiendo la aeronauta que llevaba la dirección del monte Pagasarri, abrió la válvula y comenzó á descender. Pero en aquel momento observó que iba á caer sobre un bosque y arrojó al vacío una gran cantidad de lastre. Ascendió entonces el descenso, y fué á caer sobre las casas nuevas del barrio de Recalde.: [1093, 1422, 1345, 1511]
column-2: [280, 43, 542, 2257]
article-paragraph: Un oficial de artillería se cayó del caballo que montaba.: [553, 826, 805, 848]
article-paragraph: Han llegado á Bilbao, procedentes de Sevilla, los condes de Villalonga.: [14, 1097, 267, 1120]
article-paragraph: Los juicios de los diarios que han llegado á nuestro poder coinciden absolutamente en una afirmación halagadora: que Federico Carasa, á la vuelta de un par de años, cuando á sus grandes condiciones de cantante añada el dominio escénico que á todo principiante le falta, será un tenor de méritos excepcionales, digno de uno de los primeros lugares en el mundo de la lírica dramática.: [284, 514, 536, 603]
article-paragraph: Se encuentran en Madrid, pasando una temporada, los señores de Ibarra (don Eduardo).: [14, 1254, 267, 1276]
article-paragraph: Por esta eliminatoria hay más expectación aún que por la que ha tenido lugar ayer.: [823, 716, 1076, 738]
article-paragraph: Inundaba la sala del público de teléfonos infinidad de socios del Club, esperando con ansiedad noticias.: [553, 1303, 805, 1326]
article-paragraph: A las «tiernas» pasadas tienen que agregar las de las hechas pasajeras. Para un puro, señor conde de Romanones! Usted, señor, el señor Presidente, ni tiene simpatías ni nada; la opinión no es su aliado.: [1093, 541, 1345, 586]
article-paragraph: Esta parte de la lidia fué un continuo choteo.: [1371, 171, 1586, 183]
article-paragraph: Antes de subir á la intrépida aeronauta que debía procurar no rebasar las crestas del monte Pagasarri, porque ofrece peligros el descenso en aquel lugar á causa de lo accidentado del terreno.: [1093, 1335, 1345, 1379]
article-paragraph: En Tomes fué el príncipe reconocido, continuando su viaje sin novedad.: [1093, 144, 1345, 167]
article-paragraph: En la tercera parte el coro de hombres cantó con la maestría habitual en los elementos del Orfeón Donostiarra, las obras Verbum caro factum est, de Bordes, y Osacrum convivium, de Viadama.: [14, 147, 267, 192]
